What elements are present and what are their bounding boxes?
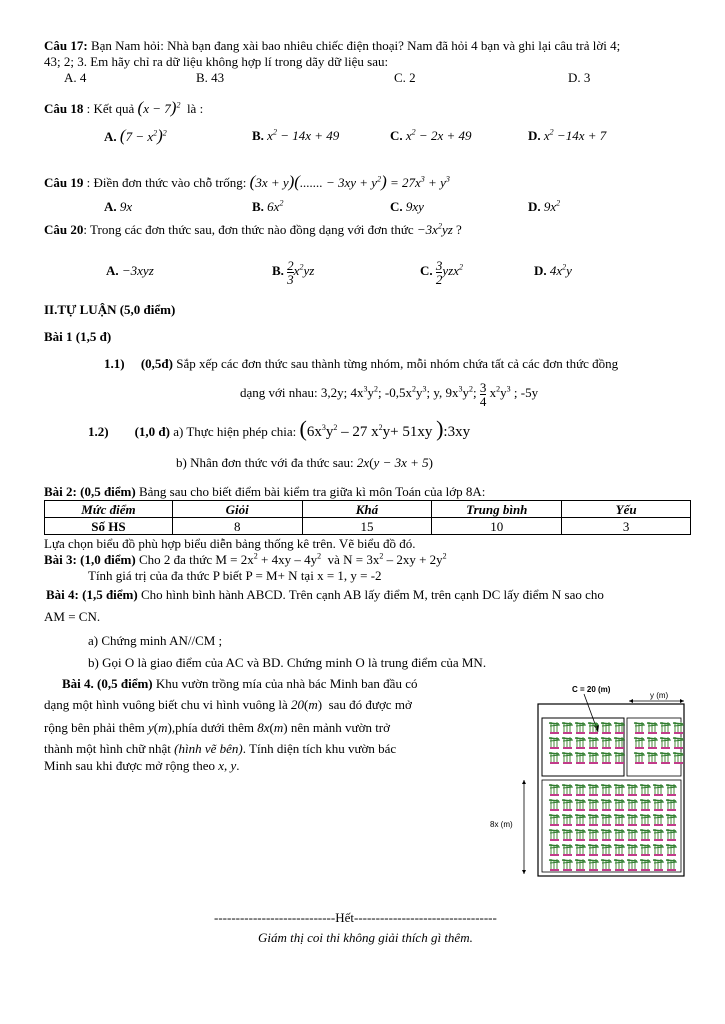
table-cell: 10 [432,518,562,535]
cane-clump [549,814,560,826]
cane-clump [575,722,586,734]
bai4a-part-a: a) Chứng minh AN//CM ; [88,633,223,648]
bai3-line2: Tính giá trị của đa thức P biết P = M+ N tại x = 1, y = -2 [88,568,382,583]
footer-note: Giám thị coi thi không giải thích gì thêm. [258,930,473,945]
q19-expression: (3x + y)(....... − $3xy + y^2) = 27x^3 + y^3$ [249,172,450,191]
bai1-p12: 1.2) (1,0 đ) a) Thực hiện phép chia: ($6x^3y^2 - 27$ $x^2y+ 51xy$ ):3xy [88,416,471,441]
cane-clump [653,799,664,811]
bai4b-line4: thành một hình chữ nhật (hình vẽ bên). Tính diện tích khu vườn bác [44,741,397,756]
cane-clump [673,722,684,734]
cane-clump [601,859,612,871]
cane-clump [562,784,573,796]
cane-clump [673,737,684,749]
cane-clump [666,814,677,826]
q18-stem [44,100,203,117]
cane-clump [653,859,664,871]
cane-clump [673,752,684,764]
cane-clump [549,784,560,796]
fig-8x-arrowhead-bottom [522,870,526,874]
cane-clump [614,799,625,811]
q18-tail: là : [186,101,204,116]
cane-clump [601,784,612,796]
q17-opt-c: C. 2 [394,70,416,85]
bai1-p11-line2: dạng với nhau: 3,2y; $4x^3y^2$; $-0,5x^2y^3$; y, $9x^3y^2$; $\frac{3}{4}$ $x^2y^3$ ; -5y [240,379,539,409]
bai2-after: Lựa chọn biểu đồ phù hợp biểu diễn bảng thống kê trên. Vẽ biểu đồ đó. [44,536,416,551]
cane-clump [627,829,638,841]
cane-clump [614,829,625,841]
q19-text: : Điền đơn thức vào chỗ trống: [86,175,247,190]
garden-figure [472,680,697,880]
bai4b-line5: Minh sau khi được mở rộng theo x, y. [44,758,240,773]
end-line: ----------------------------Hết--------------------------------- [214,910,497,925]
cane-clump [666,784,677,796]
table-cell: 8 [172,518,302,535]
cane-clump [549,799,560,811]
q18-opt-c: C. $x^2 - 2x + 49$ [390,127,472,143]
cane-clump [562,844,573,856]
bai1-p11: 1.1) (0,5đ) Sắp xếp các đơn thức sau thành từng nhóm, mỗi nhóm chứa tất cả các đơn thức đồng [104,356,619,371]
bai4b-line3: rộng bên phải thêm y(m),phía dưới thêm 8x(m) nên mảnh vườn trở [44,720,391,735]
cane-clump [660,752,671,764]
q19-stem [44,174,450,191]
bai4b-line2: dạng một hình vuông biết chu vi hình vuông là 20(m) sau đó được mở [44,697,412,712]
cane-clump [562,752,573,764]
cane-clump [647,722,658,734]
cane-clump [549,752,560,764]
cane-clump [562,799,573,811]
q19-opt-a: A. 9x [104,199,133,214]
cane-clump [653,844,664,856]
cane-clump [601,829,612,841]
q19-label: Câu 19 [44,175,84,190]
q20-opt-b: B. $\frac{2}{3}$ $x^2yz$ [272,257,315,287]
table-header-row [45,501,691,518]
cane-clump [627,844,638,856]
cane-clump [640,844,651,856]
q18-label: Câu 18 [44,101,84,116]
score-table [44,500,691,535]
bai3-line1: Bài 3: (1,0 điểm) Cho 2 đa thức $M = 2x^2 + 4xy - 4y^2$ và $N = 3x^2 - 2xy + 2y^2$ [44,551,447,567]
q19-opt-b: B. $6x^2$ [252,198,284,214]
cane-clump [634,737,645,749]
cane-clump [640,859,651,871]
q18-opt-b: B. $x^2 - 14x + 49$ [252,127,340,143]
bai1-title: Bài 1 (1,5 đ) [44,329,112,344]
cane-clump [601,722,612,734]
table-header: Trung bình [432,501,562,518]
cane-clump [614,737,625,749]
cane-clump [647,737,658,749]
cane-clump [575,784,586,796]
q20-opt-d: D. $4x^2y$ [534,262,572,278]
bai4a-line1: Bài 4: (1,5 điểm) Cho hình bình hành ABCD. Trên cạnh AB lấy điểm M, trên cạnh DC lấy điểm N sao cho [46,587,604,602]
cane-clump [666,799,677,811]
cane-clump [660,722,671,734]
bai2-intro: Bài 2: (0,5 điểm) Bảng sau cho biết điểm bài kiểm tra giữa kì môn Toán của lớp 8A: [44,484,486,499]
table-header: Mức điểm [45,501,173,518]
q20-stem: Câu 20: Trong các đơn thức sau, đơn thức nào đồng dạng với đơn thức $-3x^2yz$ ? [44,221,462,237]
table-cell: 15 [302,518,432,535]
cane-clump [614,752,625,764]
fig-8x-arrowhead-top [522,780,526,784]
cane-clump [627,799,638,811]
q17-line2: 43; 2; 3. Em hãy chỉ ra dữ liệu không hợp lí trong dãy dữ liệu sau: [44,54,389,69]
cane-clump [562,829,573,841]
cane-clump [640,814,651,826]
q17-opt-d: D. 3 [568,70,591,85]
fig-y-arrowhead-right [680,699,684,703]
q17-label: Câu 17: [44,38,88,53]
bai4b-line1: Bài 4. (0,5 điểm) Khu vườn trồng mía của nhà bác Minh ban đầu có [62,676,418,691]
cane-clump [562,814,573,826]
cane-clump [627,784,638,796]
fig-label-y: y (m) [650,691,669,700]
cane-clump [575,799,586,811]
q17-opt-a: A. 4 [64,70,87,85]
cane-clump [575,844,586,856]
cane-clump [575,752,586,764]
q17-opt-b: B. 43 [196,70,225,85]
cane-clump [601,737,612,749]
cane-clump [666,829,677,841]
bai1-p12b: b) Nhân đơn thức với đa thức sau: 2x(y − 3x + 5) [176,455,433,470]
cane-clump [614,844,625,856]
cane-clump [588,752,599,764]
table-cell: 3 [562,518,691,535]
q19-opt-c: C. 9xy [390,199,424,214]
cane-clump [588,784,599,796]
cane-clump [653,814,664,826]
q20-opt-c: C. $\frac{3}{2}$ yzx$^2$ [420,257,463,287]
cane-clump [601,752,612,764]
cane-clump [549,859,560,871]
cane-clump [575,859,586,871]
part2-title: II.TỰ LUẬN (5,0 điểm) [44,302,176,317]
cane-clump [549,829,560,841]
cane-clump [588,844,599,856]
q17-line1 [44,38,620,54]
cane-clump [588,814,599,826]
cane-clump [562,737,573,749]
cane-clump [614,722,625,734]
table-cell: Số HS [45,518,173,535]
cane-clump [666,844,677,856]
cane-clump [562,722,573,734]
cane-clump [640,829,651,841]
cane-clump [575,737,586,749]
cane-clump [614,814,625,826]
cane-clump [614,859,625,871]
cane-clump [660,737,671,749]
q18-text: : Kết quả [86,101,135,116]
q18-opt-d: D. $x^2 -14x + 7$ [528,127,607,143]
cane-clump [601,844,612,856]
q18-opt-a: A. $(7 - x^2)^2$ [104,126,167,145]
q17-text: Bạn Nam hỏi: Nhà bạn đang xài bao nhiêu chiếc điện thoại? Nam đã hỏi 4 bạn và ghi lại câu trả lời 4; [90,38,621,53]
table-header: Yếu [562,501,691,518]
cane-clump [601,814,612,826]
cane-clump [627,814,638,826]
fig-y-arrowhead-left [629,699,633,703]
cane-clump [588,799,599,811]
cane-clump [666,859,677,871]
cane-clump [647,752,658,764]
q20-label: Câu 20 [44,222,84,237]
fig-label-8x: 8x (m) [490,820,513,829]
q20-opt-a: A. −3xyz [106,263,154,278]
q19-opt-d: D. $9x^2$ [528,198,561,214]
cane-clump [575,814,586,826]
cane-clump [627,859,638,871]
bai4a-line2: AM = CN. [44,609,101,624]
table-header: Khá [302,501,432,518]
fig-label-c: C = 20 (m) [572,685,611,694]
cane-clump [640,799,651,811]
cane-clump [588,859,599,871]
cane-clump [614,784,625,796]
cane-clump [601,799,612,811]
cane-clump [634,722,645,734]
q18-expression: $(x - 7)^2$ [137,98,181,117]
cane-clump [549,844,560,856]
cane-clump [588,829,599,841]
cane-clump [640,784,651,796]
cane-clump [634,752,645,764]
cane-clump [588,737,599,749]
cane-clump [562,859,573,871]
cane-clump [575,829,586,841]
q20-text: : Trong các đơn thức sau, đơn thức nào đồng dạng với đơn thức [83,222,414,237]
q20-expression: $-3x^2yz$ [416,221,453,237]
bai1-division-expr: ($6x^3y^2 - 27$ $x^2y+ 51xy$ ):3xy [299,416,471,441]
cane-clump [653,829,664,841]
bai4a-part-b: b) Gọi O là giao điểm của AC và BD. Chứng minh O là trung điểm của MN. [88,655,487,670]
cane-clump [653,784,664,796]
cane-clump [549,737,560,749]
cane-field [549,722,684,871]
table-header: Giỏi [172,501,302,518]
table-row [45,518,691,535]
cane-clump [549,722,560,734]
